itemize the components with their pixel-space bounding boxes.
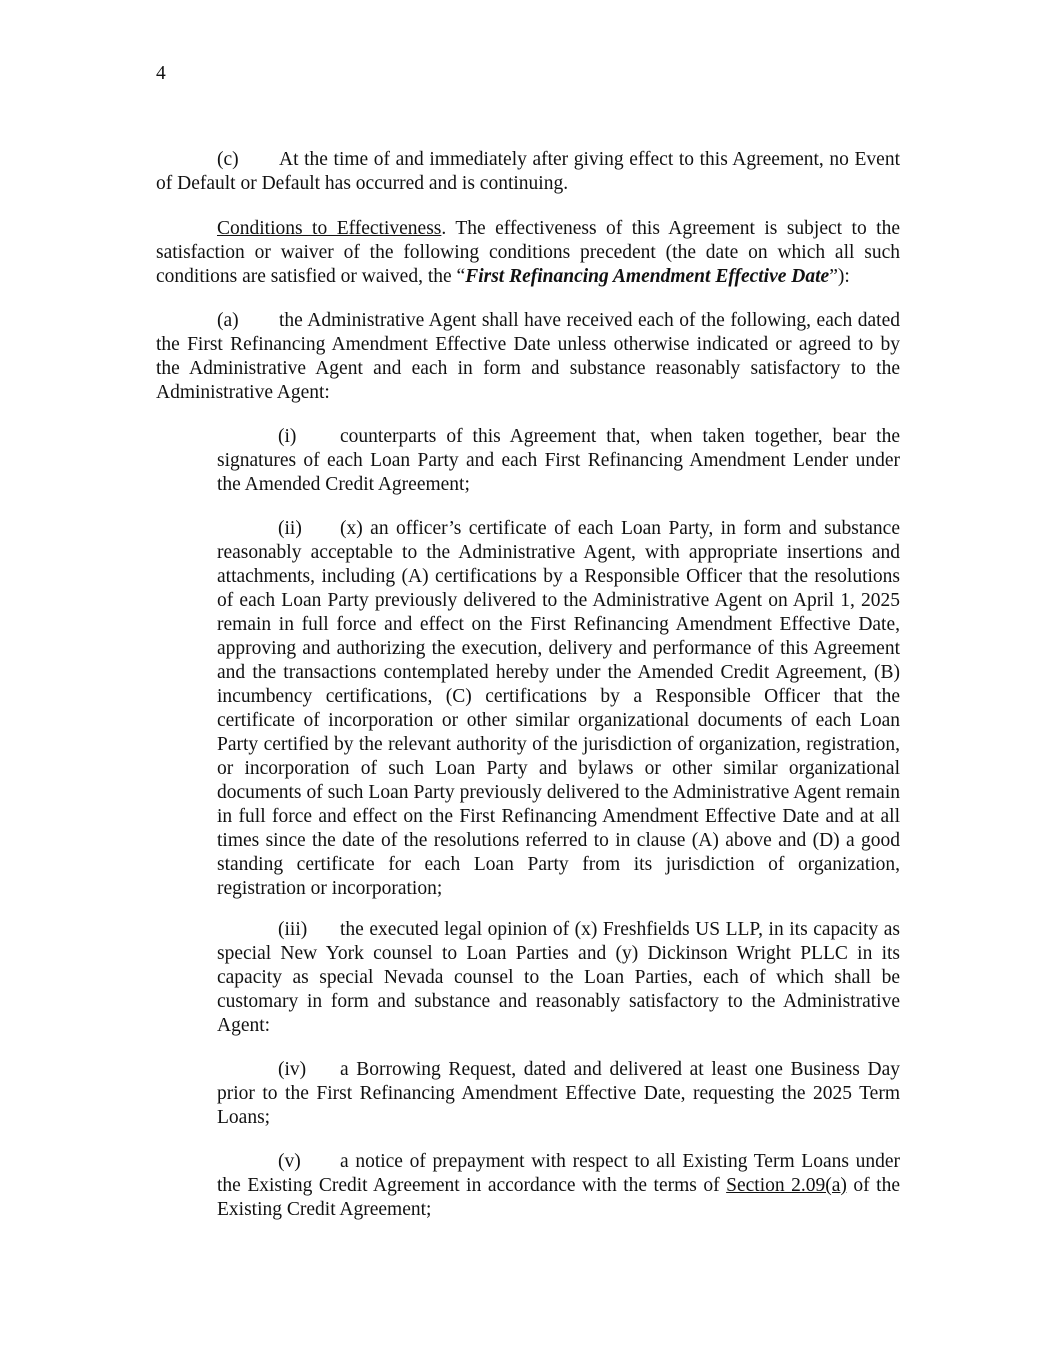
item-label: (v) — [278, 1151, 301, 1172]
item-text: (x) an officer’s certificate of each Loan Party, in form and substance reasonably acceptable to the Administrative Agent, with appropriate insertions and attachments, including (A) certifications by a Responsible Officer that the resolutions of each Loan Party previously delivered to the Administrative Agent on April 1, 2025 remain in full force and effect on the First Refinancing Amendment Effective Date, approving and authorizing the execution, delivery and performance of this Agreement and the transactions contemplated hereby under the Amended Credit Agreement, (B) incumbency certifications, (C) certifications by a Responsible Officer that the certificate of incorporation or other similar organizational documents of each Loan Party certified by the relevant authority of the jurisdiction of organization, registration, or incorporation of such Loan Party and bylaws or other similar organizational documents of such Loan Party previously delivered to the Administrative Agent remain in full force and effect on the First Refinancing Amendment Effective Date and at all times since the date of the resolutions referred to in clause (A) above and (D) a good standing certificate for each Loan Party from its jurisdiction of organization, registration or incorporation; — [217, 518, 900, 899]
item-v — [217, 1150, 900, 1222]
paragraph-label: (c) — [217, 149, 239, 170]
defined-term: First Refinancing Amendment Effective Date — [465, 266, 830, 287]
item-label: (i) — [278, 426, 297, 447]
paragraph-text: the Administrative Agent shall have received each of the following, each dated the First Refinancing Amendment Effective Date unless otherwise indicated or agreed to by the Administrative Agent and each in form and substance reasonably satisfactory to the Administrative Agent: — [156, 310, 900, 403]
item-text: a notice of prepayment with respect to all Existing Term Loans under the Existing Credit Agreement in accordance with the terms of — [217, 1151, 900, 1196]
item-text: a Borrowing Request, dated and delivered at least one Business Day prior to the First Refinancing Amendment Effective Date, requesting the 2025 Term Loans; — [217, 1059, 900, 1128]
item-iii — [217, 918, 900, 1038]
item-text: of the Existing Credit Agreement; — [217, 1175, 900, 1220]
item-iv — [217, 1058, 900, 1130]
page-number: 4 — [156, 63, 166, 84]
section-heading: Conditions to Effectiveness — [217, 218, 442, 239]
paragraph-text: . The effectiveness of this Agreement is subject to the satisfaction or waiver of the following conditions precedent (the date on which all such conditions are satisfied or waived, the “ — [156, 218, 900, 287]
paragraph-text: ”): — [829, 266, 850, 287]
item-ii — [217, 517, 900, 901]
item-label: (iii) — [278, 919, 308, 940]
item-text: counterparts of this Agreement that, when taken together, bear the signatures of each Loan Party and each First Refinancing Amendment Lender under the Amended Credit Agreement; — [217, 426, 900, 495]
paragraph-label: (a) — [217, 310, 239, 331]
section-reference: Section 2.09(a) — [726, 1175, 847, 1196]
item-i — [217, 425, 900, 497]
paragraph-a — [156, 309, 900, 405]
item-label: (iv) — [278, 1059, 307, 1080]
paragraph-text: At the time of and immediately after giving effect to this Agreement, no Event of Default or Default has occurred and is continuing. — [156, 149, 900, 194]
paragraph-c — [156, 148, 900, 196]
conditions-paragraph — [156, 217, 900, 289]
item-text: the executed legal opinion of (x) Freshfields US LLP, in its capacity as special New York counsel to Loan Parties and (y) Dickinson Wright PLLC in its capacity as special Nevada counsel to the Loan Parties, each of which shall be customary in form and substance and reasonably satisfactory to the Administrative Agent: — [217, 919, 900, 1036]
item-label: (ii) — [278, 518, 302, 539]
